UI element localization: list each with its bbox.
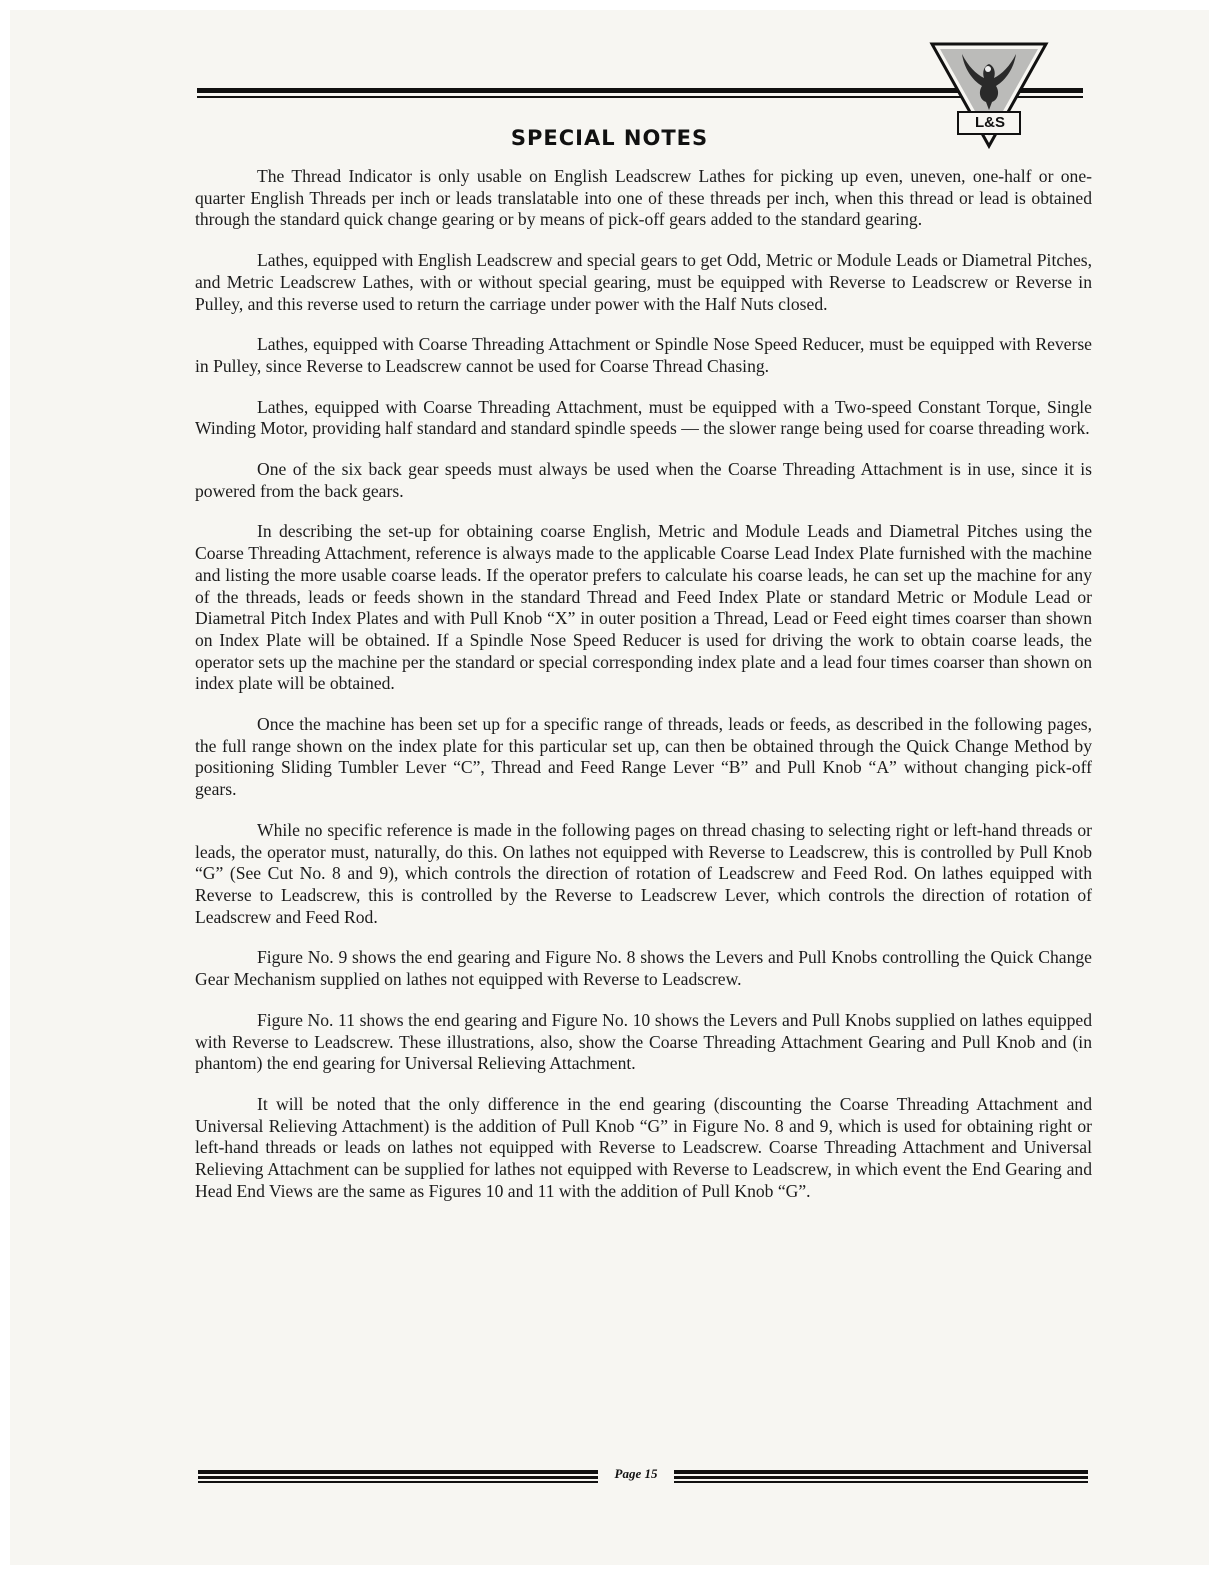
- paragraph: Figure No. 9 shows the end gearing and Figure No. 8 shows the Levers and Pull Knobs controlling the Quick Change Gear Mechanism supplied on lathes not equipped with Reverse to Leadscrew.: [195, 947, 1092, 990]
- footer: [198, 1466, 1088, 1484]
- logo-text: L&S: [975, 114, 1005, 131]
- paragraph: Lathes, equipped with Coarse Threading Attachment, must be equipped with a Two-speed Constant Torque, Single Winding Motor, providing half standard and standard spindle speeds — the slower range being used for coarse threading work.: [195, 396, 1092, 439]
- page-number: Page 15: [614, 1466, 658, 1481]
- paragraph: Figure No. 11 shows the end gearing and Figure No. 10 shows the Levers and Pull Knobs supplied on lathes equipped with Reverse to Leadscrew. These illustrations, also, show the Coarse Threading Attachment Gearing and Pull Knob and (in phantom) the end gearing for Universal Relieving Attachment.: [195, 1009, 1092, 1074]
- paragraph: It will be noted that the only difference in the end gearing (discounting the Coarse Threading Attachment and Universal Relieving Attachment) is the addition of Pull Knob “G” in Figure No. 8 and 9, which is used for obtaining right or left-hand threads or leads on lathes not equipped with Reverse to Leadscrew. Coarse Threading Attachment and Universal Relieving Attachment can be supplied for lathes not equipped with Reverse to Leadscrew, in which event the End Gearing and Head End Views are the same as Figures 10 and 11 with the addition of Pull Knob “G”.: [195, 1093, 1092, 1201]
- body-text: [195, 166, 1092, 1221]
- paragraph: The Thread Indicator is only usable on English Leadscrew Lathes for picking up even, uneven, one-half or one-quarter English Threads per inch or leads translatable into one of these threads per inch, when this thread or lead is obtained through the standard quick change gearing or by means of pick-off gears added to the standard gearing.: [195, 166, 1092, 230]
- paragraph: One of the six back gear speeds must always be used when the Coarse Threading Attachment is in use, since it is powered from the back gears.: [195, 459, 1092, 501]
- page-title: SPECIAL NOTES: [510, 126, 709, 150]
- paragraph: While no specific reference is made in the following pages on thread chasing to selecting right or left-hand threads or leads, the operator must, naturally, do this. On lathes not equipped with Reverse to Leadscrew, this is controlled by Pull Knob “G” (See Cut No. 8 and 9), which controls the direction of rotation of Leadscrew and Feed Rod. On lathes equipped with Reverse to Leadscrew, this is controlled by the Reverse to Leadscrew Lever, which controls the direction of rotation of Leadscrew and Feed Rod.: [195, 819, 1092, 927]
- paragraph: Lathes, equipped with Coarse Threading Attachment or Spindle Nose Speed Reducer, must be equipped with Reverse in Pulley, since Reverse to Leadscrew cannot be used for Coarse Thread Chasing.: [195, 334, 1092, 376]
- footer-rule-left: [198, 1470, 598, 1484]
- paragraph: Lathes, equipped with English Leadscrew and special gears to get Odd, Metric or Module Leads or Diametral Pitches, and Metric Leadscrew Lathes, with or without special gearing, must be equipped with Reverse to Leadscrew or Reverse in Pulley, and this reverse used to return the carriage under power with the Half Nuts closed.: [195, 250, 1092, 314]
- paragraph: In describing the set-up for obtaining coarse English, Metric and Module Leads and Diametral Pitches using the Coarse Threading Attachment, reference is always made to the applicable Coarse Lead Index Plate furnished with the machine and listing the more usable coarse leads. If the operator prefers to calculate his coarse leads, he can set up the machine for any of the threads, leads or feeds shown in the standard Thread and Feed Index Plate or standard Metric or Module Lead or Diametral Pitch Index Plates and with Pull Knob “X” in outer position a Thread, Lead or Feed eight times coarser than shown on Index Plate will be obtained. If a Spindle Nose Speed Reducer is used for driving the work to obtain coarse leads, the operator sets up the machine per the standard or special corresponding index plate and a lead four times coarser than shown on index plate will be obtained.: [195, 521, 1092, 694]
- paragraph: Once the machine has been set up for a specific range of threads, leads or feeds, as described in the following pages, the full range shown on the index plate for this particular set up, can then be obtained through the Quick Change Method by positioning Sliding Tumbler Lever “C”, Thread and Feed Range Lever “B” and Pull Knob “A” without changing pick-off gears.: [195, 714, 1092, 800]
- footer-rule-right: [674, 1470, 1088, 1484]
